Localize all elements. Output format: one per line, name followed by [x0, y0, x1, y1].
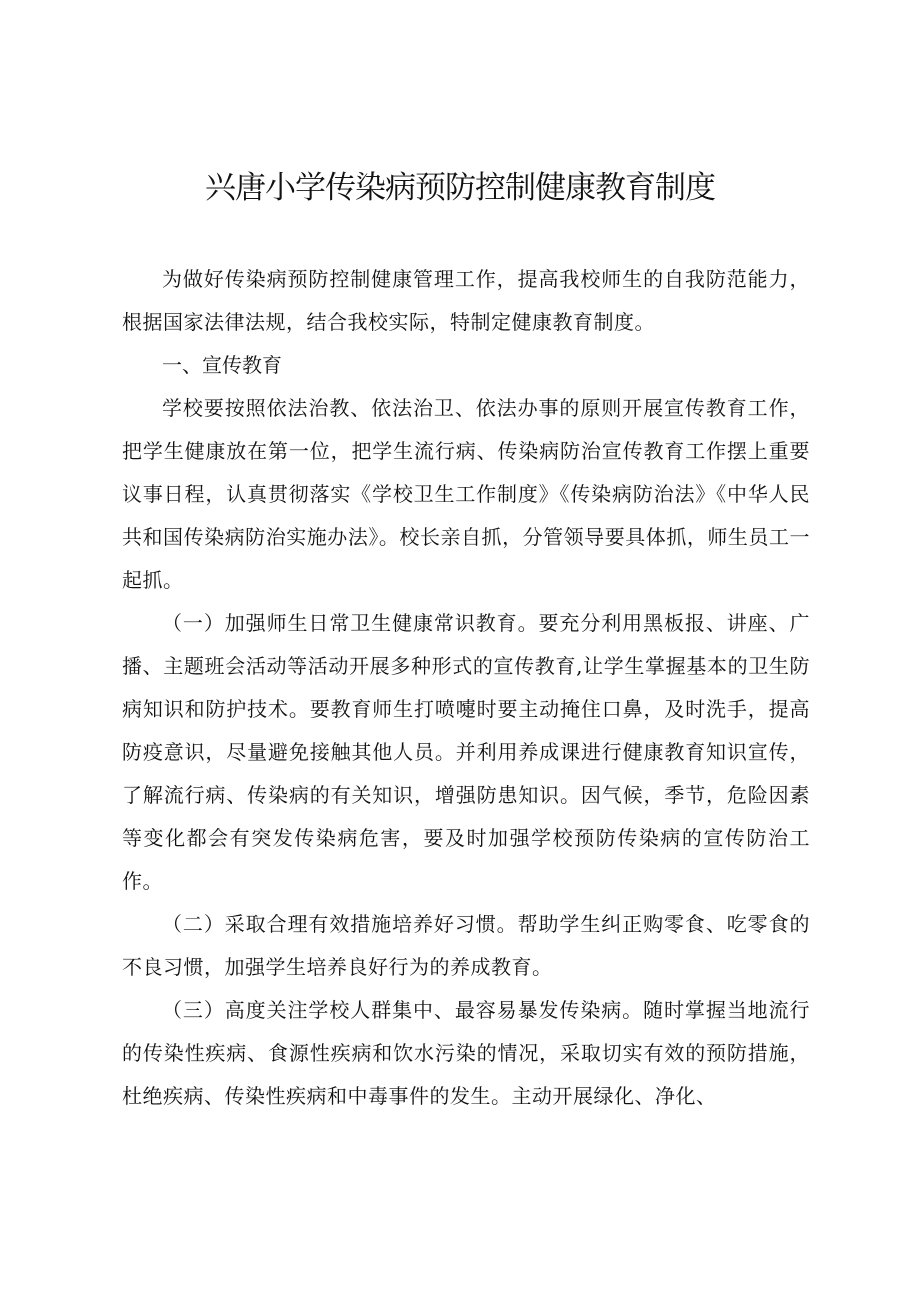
- list-item-2: （二）采取合理有效措施培养好习惯。帮助学生纠正购零食、吃零食的不良习惯，加强学生培养良好行为的养成教育。: [122, 912, 810, 979]
- list-item-3: （三）高度关注学校人群集中、最容易暴发传染病。随时掌握当地流行的传染性疾病、食源性疾病和饮水污染的情况，采取切实有效的预防措施，杜绝疾病、传染性疾病和中毒事件的发生。主动开展绿化、净化、: [122, 998, 810, 1108]
- section-heading-publicity: 一、宣传教育: [162, 353, 282, 377]
- document-body: [122, 258, 810, 1118]
- intro-paragraph: 为做好传染病预防控制健康管理工作，提高我校师生的自我防范能力，根据国家法律法规，结合我校实际，特制定健康教育制度。: [122, 267, 810, 334]
- list-item-1: （一）加强师生日常卫生健康常识教育。要充分利用黑板报、讲座、广播、主题班会活动等活动开展多种形式的宣传教育,让学生掌握基本的卫生防病知识和防护技术。要教育师生打喷嚏时要主动掩住口鼻，及时洗手，提高防疫意识，尽量避免接触其他人员。并利用养成课进行健康教育知识宣传，了解流行病、传染病的有关知识，增强防患知识。因气候，季节，危险因素等变化都会有突发传染病危害，要及时加强学校预防传染病的宣传防治工作。: [122, 611, 810, 893]
- section-paragraph-publicity: 学校要按照依法治教、依法治卫、依法办事的原则开展宣传教育工作，把学生健康放在第一位，把学生流行病、传染病防治宣传教育工作摆上重要议事日程，认真贯彻落实《学校卫生工作制度》《传染病防治法》《中华人民共和国传染病防治实施办法》。校长亲自抓，分管领导要具体抓，师生员工一起抓。: [122, 396, 810, 592]
- document-title: 兴唐小学传染病预防控制健康教育制度: [205, 170, 715, 206]
